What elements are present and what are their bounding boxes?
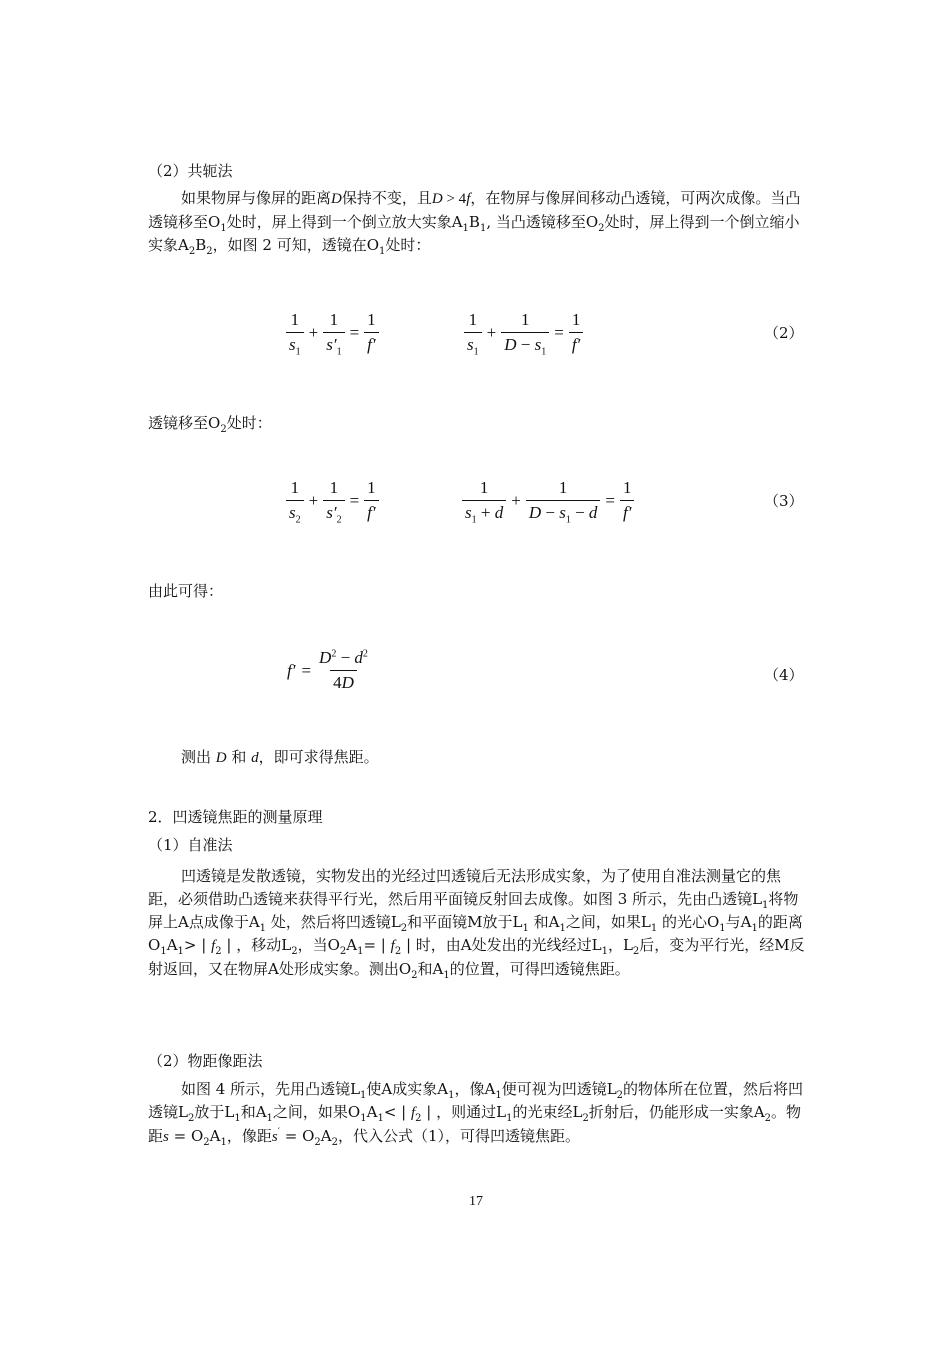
equation-3-left: $\frac{1}{s_2}$ + $\frac{1}{s'_2}$ = $\frac{1}{f'}$ (284, 478, 381, 523)
section-heading-concave-lens: 2．凹透镜焦距的测量原理 (148, 808, 323, 826)
equation-2-left: $\frac{1}{s_1}$ + $\frac{1}{s'_1}$ = $\frac{1}{f'}$ (284, 310, 381, 355)
equation-number-2: （2） (764, 324, 804, 342)
section-heading-conjugate: （2）共轭法 (148, 162, 233, 180)
equation-number-4: （4） (764, 666, 804, 684)
equation-3-right: $\frac{1}{s_1 + d}$ + $\frac{1}{D - s_1 - d}$ = $\frac{1}{f'}$ (460, 478, 637, 523)
paragraph-autocollimation: 凹透镜是发散透镜，实物发出的光经过凹透镜后无法形成实象，为了使用自准法测量它的焦距，必须借助凸透镜来获得平行光，然后用平面镜反射回去成像。如图 3 所示，先由凸透镜$L_1$将物屏上A点成像于$A_1$ 处，然后将凹透镜$L_2$和平面镜M放于$L_1$ 和$A_1$之间，如果$L_1$ 的光心$O_1$与$A_1$的距离$O_1A_1>$ | $f_2$ | ，移动$L_2$，当$O_2A_1=$ | $f_2$ | 时，由A处发出的光线经过$L_1$，$L_2$后，变为平行光，经M反射返回，又在物屏A处形成实象。测出$O_2$和$A_1$的位置，可得凹透镜焦距。 (148, 867, 805, 981)
paragraph-measure-d: 测出 D 和 d，即可求得焦距。 (181, 748, 379, 766)
page-number: 17 (469, 1194, 483, 1209)
paragraph-hence: 由此可得： (148, 582, 224, 600)
paragraph-conjugate-method: 如果物屏与像屏的距离D保持不变，且D > 4f，在物屏与像屏间移动凸透镜，可两次成像。当凸透镜移至$O_1$处时，屏上得到一个倒立放大实象$A_1B_1$, 当凸透镜移至$O_2$处时，屏上得到一个倒立缩小实象$A_2B_2$，如图 2 可知，透镜在$O_1$处时： (148, 189, 801, 257)
equation-4: f′ = $\frac{D^2 - d^2}{4D}$ (287, 648, 368, 692)
section-heading-autocollimation: （1）自准法 (148, 836, 233, 854)
paragraph-lens-at-o2: 透镜移至$O_2$处时： (148, 414, 272, 435)
section-heading-object-image-distance: （2）物距像距法 (148, 1052, 263, 1070)
paragraph-object-image-distance: 如图 4 所示，先用凸透镜$L_1$使A成实象$A_1$，像$A_1$便可视为凹透镜$L_2$的物体所在位置，然后将凹透镜$L_2$放于$L_1$和$A_1$之间，如果$O_1A_1<$ | $f_2$ | ，则通过$L_1$的光束经$L_2$折射后，仍能形成一实象$A_2$。物距$s = O_2A_1$，像距$s' = O_2A_2$，代入公式（1），可得凹透镜焦距。 (148, 1080, 804, 1148)
equation-number-3: （3） (764, 492, 804, 510)
equation-2-right: $\frac{1}{s_1}$ + $\frac{1}{D - s_1}$ = $\frac{1}{f'}$ (462, 310, 585, 355)
